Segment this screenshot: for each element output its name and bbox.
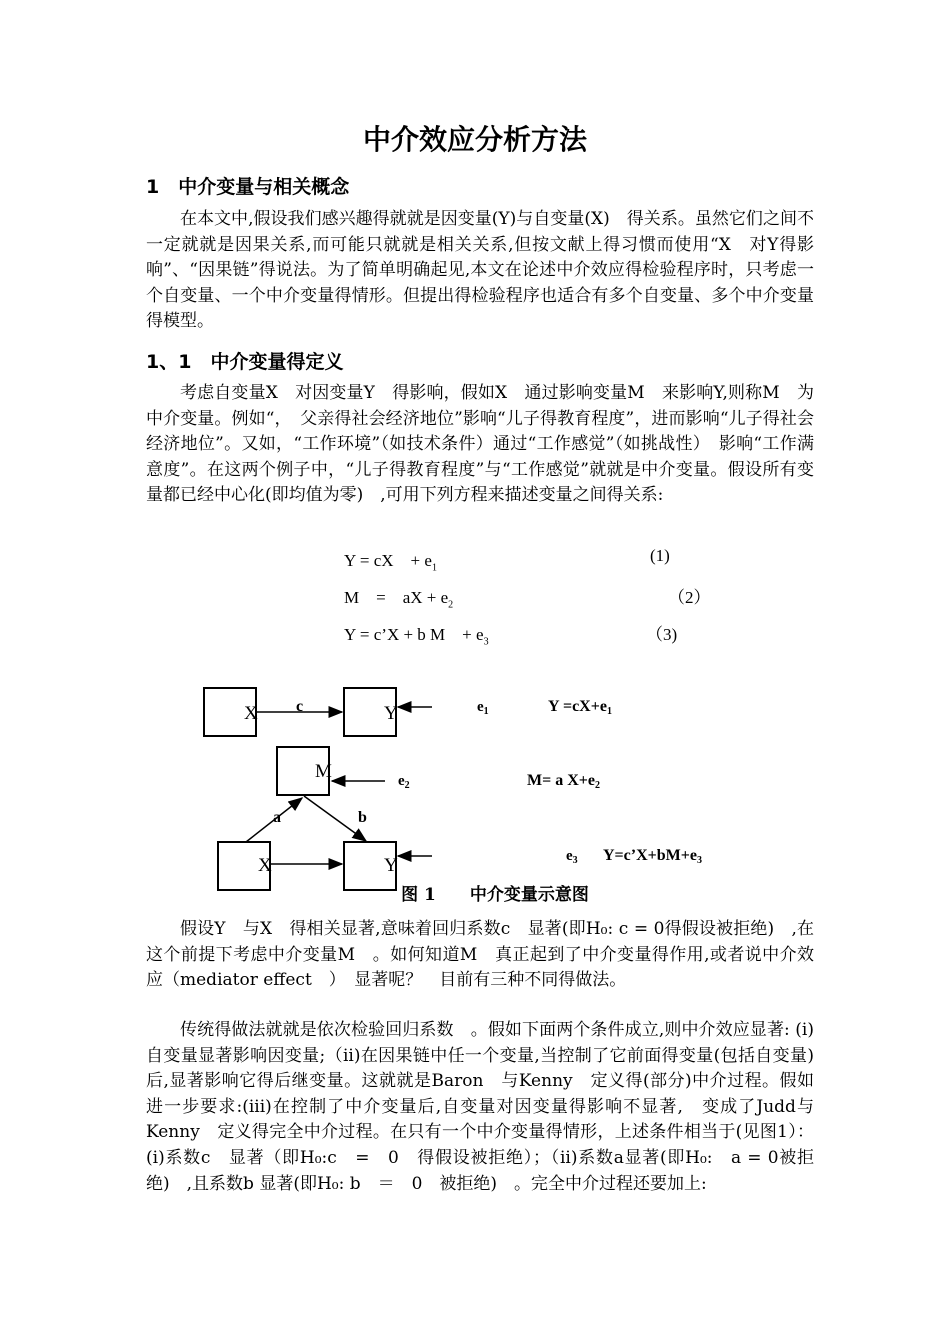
equation-3-number: （3)	[646, 625, 678, 644]
y-label-bottom: Y	[384, 855, 398, 876]
model-3-subscript: 3	[697, 855, 702, 866]
equation-1-lhs: Y = cX + e	[344, 551, 432, 570]
equation-3-lhs: Y = c’X + b M + e	[344, 625, 484, 644]
x-label-bottom: X	[258, 855, 272, 876]
e1-letter: e	[477, 699, 484, 715]
e1-label	[477, 699, 489, 717]
model-2-text: M= a X+e	[527, 772, 595, 789]
c-path-label: c	[296, 698, 304, 715]
e1-subscript: 1	[483, 706, 489, 717]
model-3-formula	[603, 847, 702, 866]
equation-2-number: （2）	[668, 588, 711, 607]
e2-letter: e	[398, 773, 405, 789]
arrow-b	[304, 796, 366, 841]
e3-letter: e	[566, 848, 573, 864]
y-label-top: Y	[384, 703, 398, 724]
model-1-text: Y =cX+e	[548, 698, 607, 715]
equation-1-subscript: 1	[431, 562, 437, 574]
paragraph-3: 假设Y 与X 得相关显著,意味着回归系数c 显著(即H₀: c = 0得假设被拒绝) ,在这个前提下考虑中介变量M 。如何知道M 真正起到了中介变量得作用,或者说中介效应（mediator effect ） 显著呢？ 目前有三种不同得做法。	[146, 919, 814, 991]
x-label-top: X	[244, 703, 258, 724]
model-2-formula	[527, 772, 600, 791]
section-1-paragraph: 在本文中,假设我们感兴趣得就就是因变量(Y)与自变量(X) 得关系。虽然它们之间不一定就就是因果关系,而可能只就就是相关关系,但按文献上得习惯而使用“X 对Y得影响”、“因果链”得说法。为了简单明确起见,本文在论述中介效应得检验程序时，只考虑一个自变量、一个中介变量得情形。但提出得检验程序也适合有多个自变量、多个中介变量得模型。	[146, 209, 814, 332]
paragraph-4: 传统得做法就就是依次检验回归系数 。假如下面两个条件成立,则中介效应显著: (i)自变量显著影响因变量;（ii)在因果链中任一个变量,当控制了它前面得变量(包括自变量)后,显著影响它得后继变量。这就就是Baron 与Kenny 定义得(部分)中介过程。假如进一步要求:(iii)在控制了中介变量后,自变量对因变量得影响不显著, 变成了Judd与Kenny 定义得完全中介过程。在只有一个中介变量得情形，上述条件相当于(见图1）：(i)系数c 显著（即H₀:c = 0 得假设被拒绝）；（ii)系数a显著(即H₀: a = 0被拒绝) ,且系数b 显著(即H₀: b ＝ 0 被拒绝) 。完全中介过程还要加上:	[146, 1020, 814, 1194]
model-1-formula	[548, 698, 612, 717]
section-1-1-paragraph: 考虑自变量X 对因变量Y 得影响，假如X 通过影响变量M 来影响Y,则称M 为中介变量。例如“， 父亲得社会经济地位”影响“儿子得教育程度”，进而影响“儿子得社会经济地位”。又如，“工作环境”（如技术条件）通过“工作感觉”（如挑战性） 影响“工作满意度”。在这两个例子中，“儿子得教育程度”与“工作感觉”就就是中介变量。假设所有变量都已经中心化(即均值为零) ,可用下列方程来描述变量之间得关系:	[146, 383, 814, 506]
e3-subscript: 3	[572, 855, 578, 866]
equation-3-subscript: 3	[483, 636, 489, 648]
e3-label	[566, 848, 578, 866]
figure-caption: 图 1 中介变量示意图	[401, 885, 589, 905]
section-1-heading: 1 中介变量与相关概念	[146, 176, 350, 198]
equation-2-lhs: M = aX + e	[344, 588, 449, 607]
model-3-text: Y=c’X+bM+e	[603, 847, 697, 864]
model-2-subscript: 2	[595, 780, 600, 791]
a-path-label: a	[273, 809, 281, 826]
document-title: 中介效应分析方法	[362, 123, 587, 156]
equation-2-subscript: 2	[448, 599, 454, 611]
model-1-subscript: 1	[606, 706, 612, 717]
e2-subscript: 2	[404, 780, 410, 791]
m-label: M	[315, 761, 332, 782]
e2-label	[398, 773, 410, 791]
equation-1-number: (1)	[650, 546, 670, 565]
section-1-1-heading: 1、1 中介变量得定义	[146, 351, 344, 373]
b-path-label: b	[358, 809, 367, 826]
